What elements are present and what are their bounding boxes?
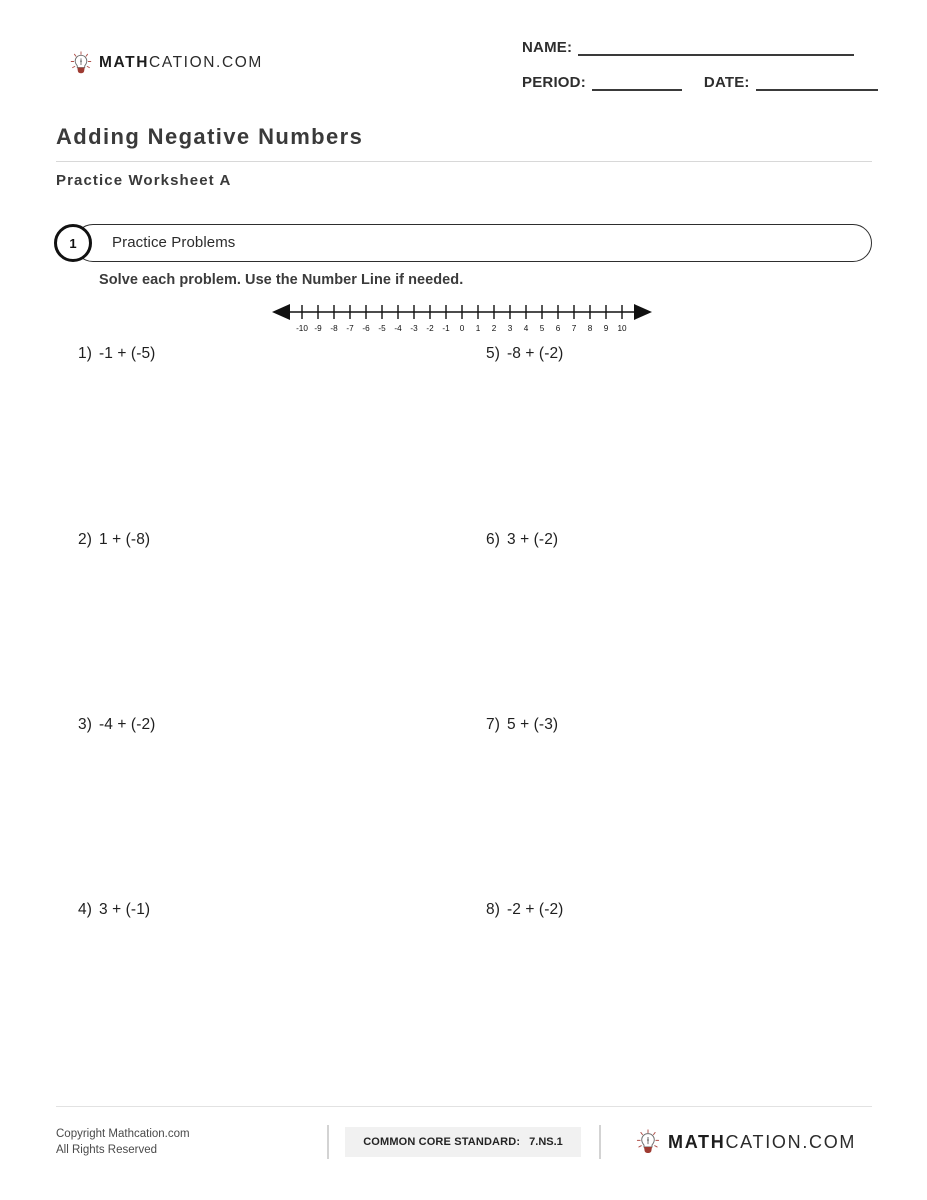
problem-item [486,716,558,734]
footer-divider-left [327,1125,329,1159]
problem-item [78,345,155,363]
brand-name-bold: MATH [99,54,150,72]
problem-expression: 3 + (-2) [506,531,559,548]
problem-number: 1) [78,345,92,362]
svg-text:-8: -8 [330,324,338,333]
brand-name-bold: MATH [668,1132,726,1152]
copyright-text [56,1126,190,1158]
page-subtitle: Practice Worksheet A [56,172,232,189]
problem-number: 4) [78,901,92,918]
brand-name-light: CATION.COM [149,54,263,72]
name-label: NAME: [522,39,573,56]
problem-number: 7) [486,716,500,733]
title-divider [56,161,872,162]
right-arrowhead-icon [634,304,652,320]
footer-brand-logo [636,1128,856,1156]
student-info-block [522,32,882,91]
svg-text:-7: -7 [346,324,354,333]
problem-number: 2) [78,531,92,548]
page-title: Adding Negative Numbers [56,124,364,149]
problem-item [486,345,563,363]
svg-text:-1: -1 [442,324,450,333]
name-input-line[interactable] [578,40,854,56]
problem-expression: -2 + (-2) [506,901,564,918]
section-number-badge: 1 [54,224,92,262]
svg-text:-6: -6 [362,324,370,333]
problem-expression: -1 + (-5) [98,345,156,362]
copyright-line-1: Copyright Mathcation.com [56,1128,190,1140]
footer-divider [56,1106,872,1107]
svg-text:8: 8 [587,324,593,333]
svg-text:-5: -5 [378,324,386,333]
section-instructions: Solve each problem. Use the Number Line if needed. [99,272,464,288]
date-label: DATE: [703,74,750,91]
problem-number: 5) [486,345,500,362]
problem-item [486,531,558,549]
period-input-line[interactable] [592,75,682,91]
ccs-value: 7.NS.1 [529,1136,563,1148]
problem-item [78,901,150,919]
problem-number: 6) [486,531,500,548]
problem-expression: 1 + (-8) [98,531,151,548]
svg-text:7: 7 [571,324,577,333]
problem-expression: 5 + (-3) [506,716,559,733]
copyright-line-2: All Rights Reserved [56,1144,157,1156]
period-date-row [522,67,882,91]
svg-text:10: 10 [617,324,627,333]
problem-number: 3) [78,716,92,733]
problem-number: 8) [486,901,500,918]
common-core-standard-badge [345,1127,581,1157]
date-input-line[interactable] [756,75,878,91]
left-arrowhead-icon [272,304,290,320]
svg-text:6: 6 [555,324,561,333]
svg-text:-4: -4 [394,324,402,333]
problem-expression: -8 + (-2) [506,345,564,362]
svg-text:4: 4 [523,324,529,333]
svg-text:-3: -3 [410,324,418,333]
problem-item [78,531,150,549]
name-row [522,32,882,56]
problem-expression: 3 + (-1) [98,901,151,918]
brand-logo [70,50,263,76]
svg-text:3: 3 [507,324,513,333]
period-label: PERIOD: [522,74,586,91]
number-line [272,300,652,336]
page-header [0,0,927,110]
ccs-label: COMMON CORE STANDARD: [363,1136,521,1148]
lightbulb-icon [70,51,92,75]
brand-wordmark [668,1133,856,1151]
lightbulb-icon [636,1129,660,1155]
brand-name-light: CATION.COM [725,1132,857,1152]
problem-item [78,716,155,734]
svg-text:9: 9 [603,324,609,333]
svg-text:-2: -2 [426,324,434,333]
section-label: Practice Problems [112,234,236,251]
svg-text:1: 1 [475,324,481,333]
section-banner [74,224,872,262]
svg-text:2: 2 [491,324,497,333]
svg-text:0: 0 [459,324,465,333]
brand-wordmark [99,55,263,71]
problem-expression: -4 + (-2) [98,716,156,733]
svg-text:-9: -9 [314,324,322,333]
svg-text:5: 5 [539,324,545,333]
svg-text:-10: -10 [296,324,308,333]
problem-item [486,901,563,919]
footer-divider-right [599,1125,601,1159]
